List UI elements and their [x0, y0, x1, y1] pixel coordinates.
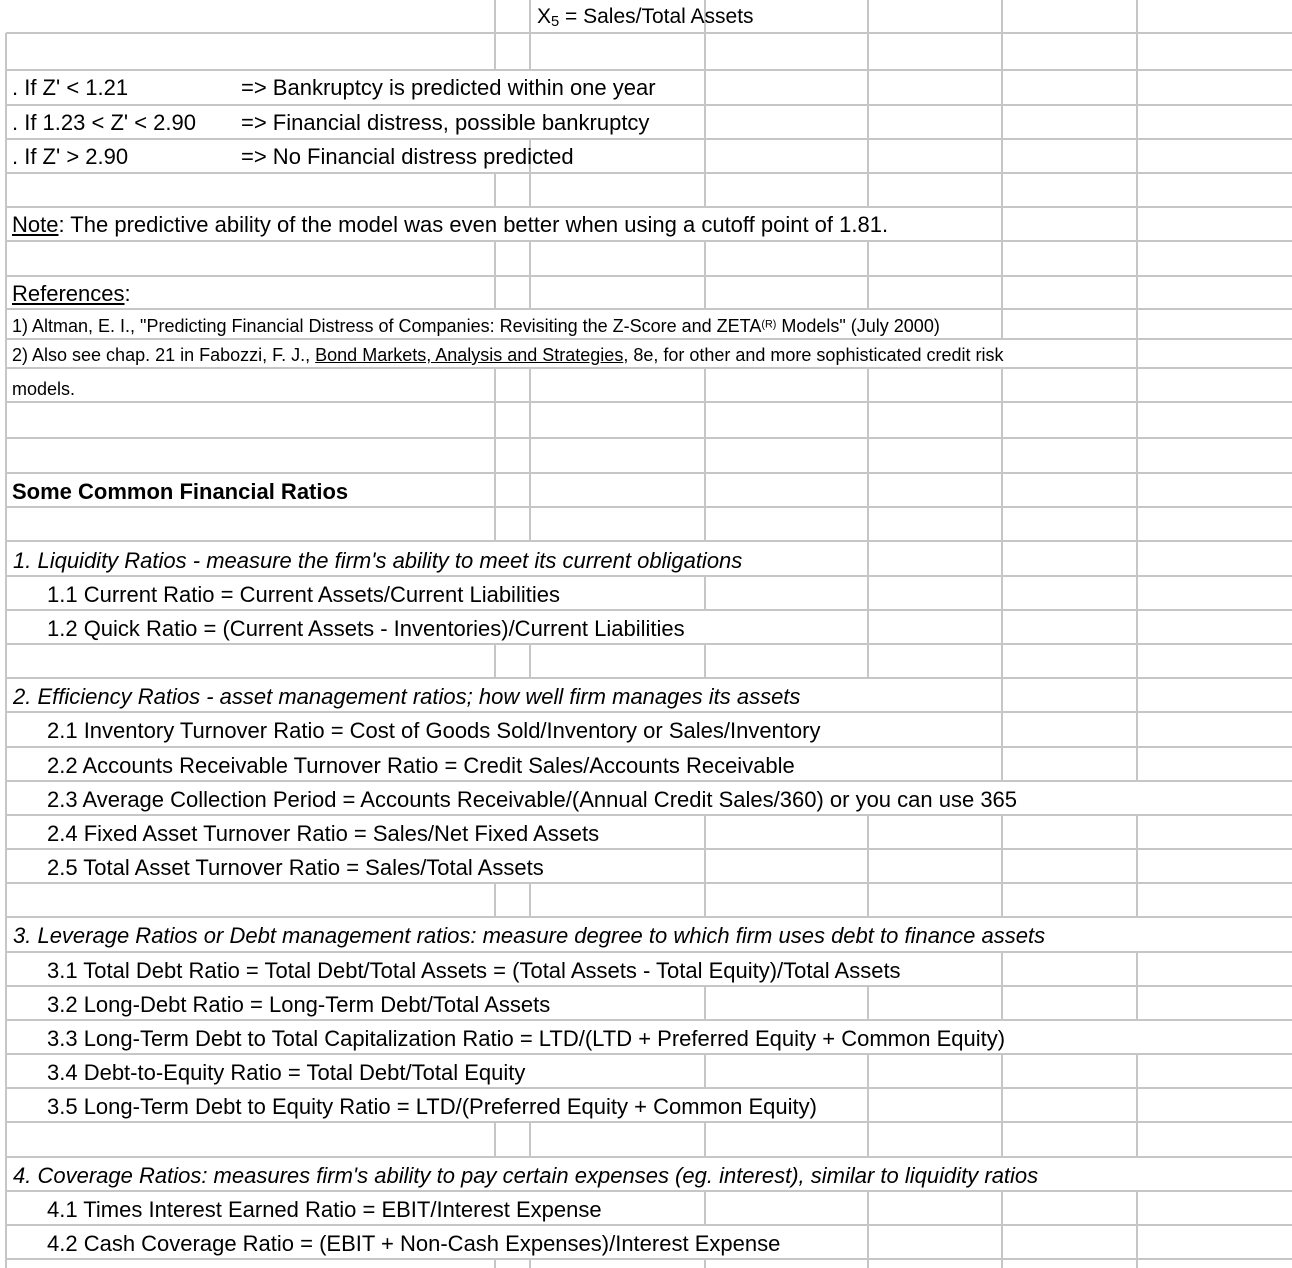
cell-leverage-item-5[interactable]: 3.5 Long-Term Debt to Equity Ratio = LTD/(Preferred Equity + Common Equity)	[47, 1094, 817, 1119]
cell-efficiency-heading[interactable]: 2. Efficiency Ratios - asset management ratios; how well firm manages its assets	[13, 684, 801, 709]
cell-leverage-item-1[interactable]: 3.1 Total Debt Ratio = Total Debt/Total Assets = (Total Assets - Total Equity)/Total Assets	[47, 958, 901, 983]
cell-efficiency-item-3[interactable]: 2.3 Average Collection Period = Accounts Receivable/(Annual Credit Sales/360) or you can use 365	[47, 787, 1018, 812]
book-title: Bond Markets, Analysis and Strategies	[315, 345, 624, 365]
cell-coverage-heading[interactable]: 4. Coverage Ratios: measures firm's ability to pay certain expenses (eg. interest), similar to liquidity ratios	[13, 1163, 1039, 1188]
cell-coverage-item-1[interactable]: 4.1 Times Interest Earned Ratio = EBIT/Interest Expense	[47, 1197, 602, 1222]
cell-efficiency-item-4[interactable]: 2.4 Fixed Asset Turnover Ratio = Sales/Net Fixed Assets	[47, 821, 600, 846]
cell-reference-1[interactable]: 1) Altman, E. I., "Predicting Financial Distress of Companies: Revisiting the Z-Score and $ZETA^{(R)}$ Models" (July 2000)	[12, 316, 940, 336]
cell-references-heading[interactable]: References:	[12, 281, 131, 306]
cell-zscore-condition-3[interactable]: . If Z' > 2.90	[12, 144, 129, 169]
cell-ratios-title[interactable]: Some Common Financial Ratios	[12, 479, 349, 504]
cell-leverage-item-3[interactable]: 3.3 Long-Term Debt to Total Capitalization Ratio = LTD/(LTD + Preferred Equity + Common Equity)	[47, 1026, 1006, 1051]
cell-leverage-heading[interactable]: 3. Leverage Ratios or Debt management ratios: measure degree to which firm uses debt to finance assets	[13, 923, 1046, 948]
references-label: References	[12, 281, 125, 306]
cell-zscore-result-3[interactable]: => No Financial distress predicted	[241, 144, 574, 169]
cell-leverage-item-4[interactable]: 3.4 Debt-to-Equity Ratio = Total Debt/Total Equity	[47, 1060, 526, 1085]
cell-zscore-result-2[interactable]: => Financial distress, possible bankruptcy	[241, 110, 650, 135]
cell-efficiency-item-1[interactable]: 2.1 Inventory Turnover Ratio = Cost of Goods Sold/Inventory or Sales/Inventory	[47, 718, 821, 743]
cell-efficiency-item-2[interactable]: 2.2 Accounts Receivable Turnover Ratio = Credit Sales/Accounts Receivable	[47, 753, 795, 778]
cell-reference-2-continued: models.	[12, 379, 76, 399]
cell-leverage-item-2[interactable]: 3.2 Long-Debt Ratio = Long-Term Debt/Total Assets	[47, 992, 551, 1017]
cell-reference-2[interactable]: 2) Also see chap. 21 in Fabozzi, F. J., Bond Markets, Analysis and Strategies, 8e, for other and more sophisticated credit risk	[12, 345, 1004, 365]
cell-zscore-condition-1[interactable]: . If Z' < 1.21	[12, 75, 129, 100]
cell-x5-definition[interactable]: $X_5$ = Sales/Total Assets	[537, 5, 754, 30]
cell-liquidity-heading[interactable]: 1. Liquidity Ratios - measure the firm's ability to meet its current obligations	[13, 548, 743, 573]
cell-coverage-item-2[interactable]: 4.2 Cash Coverage Ratio = (EBIT + Non-Cash Expenses)/Interest Expense	[47, 1231, 781, 1256]
cell-zscore-condition-2[interactable]: . If 1.23 < Z' < 2.90	[12, 110, 196, 135]
note-label: Note	[12, 212, 59, 237]
cell-zscore-result-1[interactable]: => Bankruptcy is predicted within one year	[241, 75, 656, 100]
cell-liquidity-item-2[interactable]: 1.2 Quick Ratio = (Current Assets - Inventories)/Current Liabilities	[47, 616, 685, 641]
cell-efficiency-item-5[interactable]: 2.5 Total Asset Turnover Ratio = Sales/Total Assets	[47, 855, 544, 880]
cell-note[interactable]: Note: The predictive ability of the model was even better when using a cutoff point of 1.81.	[12, 212, 889, 237]
cell-liquidity-item-1[interactable]: 1.1 Current Ratio = Current Assets/Current Liabilities	[47, 582, 560, 607]
